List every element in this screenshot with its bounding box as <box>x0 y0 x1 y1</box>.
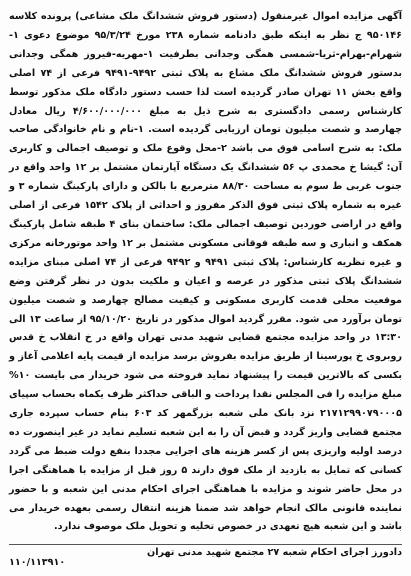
notice-signature: دادورز اجرای احکام شعبه ۲۷ مجتمع شهید مدنی تهران <box>147 547 402 558</box>
notice-footer <box>9 544 402 572</box>
notice-body: آگهی مزایده اموال غیرمنقول (دستور فروش ششدانگ ملک مشاعی) پرونده کلاسه ۹۵۰۱۴۶ ج نظر به اینکه طبق دادنامه شماره ۲۳۸ مورخ ۹۵/۳/۲۴ موضوع دعوی ۱-شهرام-بهرام-ثریا-شمسی همگی وجدانی بطرفیت ۱-مهریه-فیروز همگی وجدانی بدستور فروش ششدانگ ملک مشاع به پلاک ثبتی ۹۴۹۲-۹۴۹۱ فرعی از ۷۴ اصلی واقع بخش ۱۱ تهران صادر گردیده است لذا حسب دستور دادگاه ملک مذکور توسط کارشناس رسمی دادگستری به شرح ذیل به مبلغ ۴/۶۰۰/۰۰۰/۰۰۰ ریال معادل چهارصد و شصت میلیون تومان ارزیابی گردیده است. ۱-نام و نام خانوادگی صاحب ملک: به شرح اسامی فوق می باشد ۲-محل وقوع ملک و توصیف اجمالی و کاربری آن: گیشا خ محمدی پ ۵۶ ششدانگ یک دستگاه آپارتمان مشتمل بر ۱۲ واحد واقع در جنوب غربی ط سوم به مساحت ۸۸/۳۰ مترمربع با بالکن و دارای پارکینگ شماره ۳ و غیره به شماره پلاک ثبتی فوق الذکر مفروز و احداثی از پلاک ۱۵۴۲ فرعی از اصلی واقع در اراضی خوردین توصیف اجمالی ملک: ساختمان بنای ۴ طبقه شامل پارکینگ همکف و انباری و سه طبقه فوقانی مسکونی مشتمل بر ۱۲ واحد موتورخانه مرکزی و غیره نظریه کارشناس: پلاک ثبتی ۹۴۹۱ و ۹۴۹۲ فرعی از ۷۴ اصلی مبنای مزایده ششدانگ پلاک ثبتی مذکور در عرصه و اعیان و ملکیت بدون در نظر گرفتن وضع موقعیت محلی قدمت کاربری مسکونی و کیفیت مصالح چهارصد و شصت میلیون تومان برآورد می شود. مقرر گردید اموال مذکور در تاریخ ۹۵/۱۰/۲۰ از ساعت ۱۳ الی ۱۳:۳۰ در واحد مزایده مجتمع قضایی شهید مدنی تهران واقع در خ انقلاب خ قدس روبروی خ پورسینا از طریق مزایده بفروش برسد مزایده از قیمت پایه اعلامی آغاز و بکسی که بالاترین قیمت را پیشنهاد نماید فروخته می شود خریدار می بایست ۱۰% مبلغ مزایده را فی المجلس نقدا پرداخت و الباقی حداکثر ظرف یکماه بحساب سپیای ۲۱۷۱۲۹۹۰۷۹۰۰۰۵ نزد بانک ملی شعبه بزرگمهر کد ۶۰۳ بنام حساب سپرده جاری مجتمع قضایی واریز گردد و قبض آن را به این شعبه تسلیم نماید در غیر اینصورت ده درصد اولیه واریزی پس از کسر هزینه های اجرایی مجددا بنفع دولت ضبط می گردد کسانی که تمایل به بازدید از ملک فوق دارند ۵ روز قبل از مزایده با هماهنگی اجرا در محل حاضر شوند و مزایده با هماهنگی اجرای احکام مدنی این شعبه و با حضور نماینده قانونی مالک انجام خواهد شد ضمنا هزینه انتقال رسمی بعهده خریدار می باشد و این شعبه هیچ تعهدی در خصوص تخلیه و تحویل ملک موصوف ندارد. <box>9 11 403 533</box>
notice-code: ۱۱۰/۱۱۳۹۱۰ <box>9 557 66 568</box>
